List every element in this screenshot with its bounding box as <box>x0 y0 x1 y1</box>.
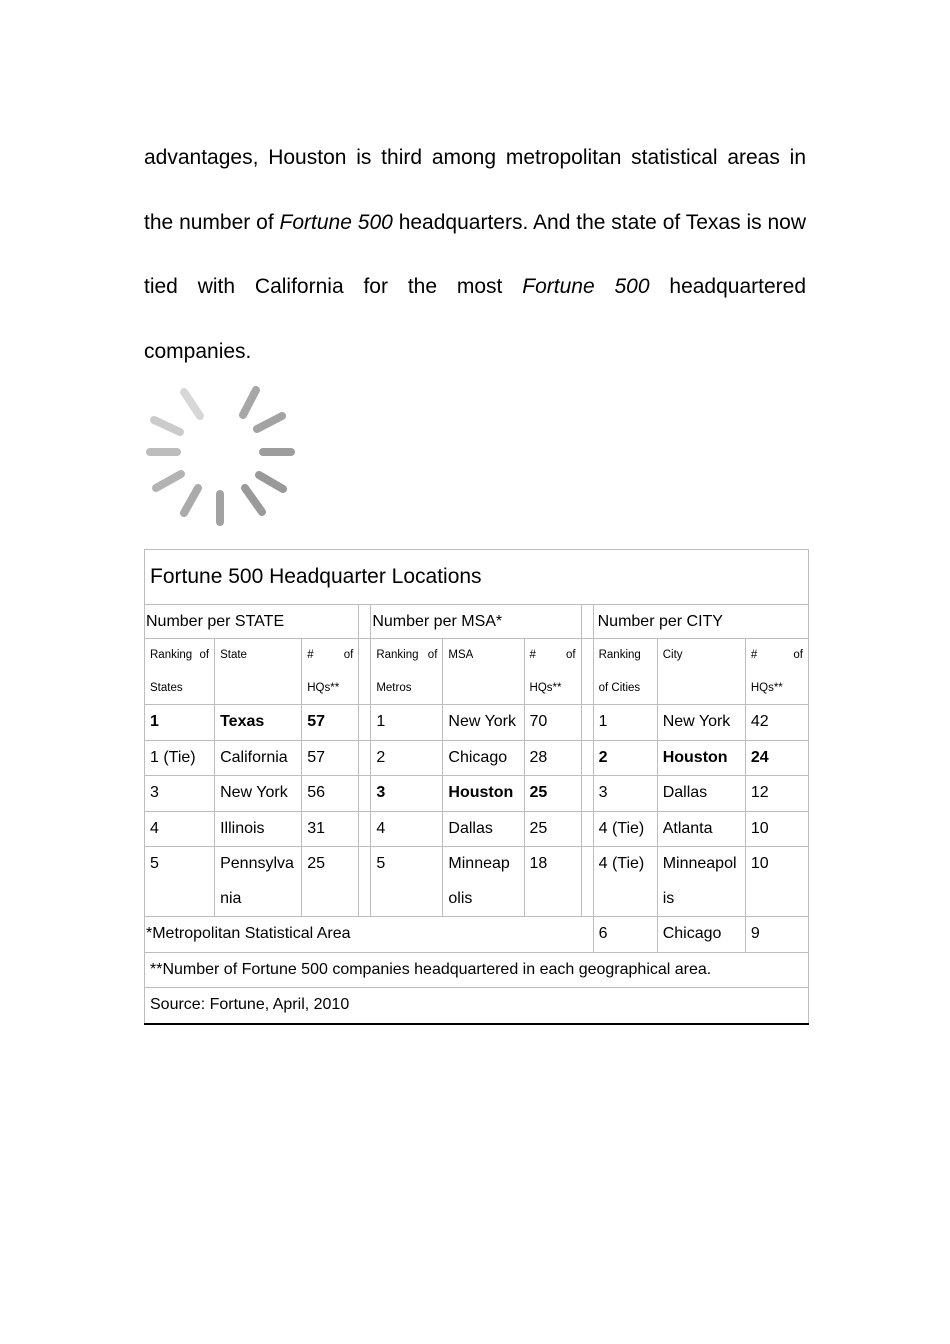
state-hq-cell: 57 <box>302 705 359 741</box>
msa-rank-cell: 2 <box>371 740 443 776</box>
section-header-city: Number per CITY <box>593 605 808 639</box>
table-row <box>145 776 809 812</box>
state-hq-cell: 56 <box>302 776 359 812</box>
column-separator <box>581 811 593 847</box>
column-separator <box>581 639 593 705</box>
state-name-cell: Pennsylvania <box>215 847 302 917</box>
paragraph-text: headquarters. And the state of Texas is now tied with California for the most <box>144 210 807 298</box>
state-rank-cell: 1 <box>145 705 215 741</box>
msa-name-cell: Houston <box>443 776 524 812</box>
section-header-state: Number per STATE <box>145 605 359 639</box>
column-separator <box>359 605 371 639</box>
city-rank-cell: 2 <box>593 740 657 776</box>
column-separator <box>581 605 593 639</box>
table-row <box>145 740 809 776</box>
table-row <box>145 705 809 741</box>
msa-note: *Metropolitan Statistical Area <box>145 917 594 953</box>
state-hq-cell: 25 <box>302 847 359 917</box>
msa-rank-cell: 3 <box>371 776 443 812</box>
city-name-cell: Atlanta <box>657 811 745 847</box>
state-rank-cell: 1 (Tie) <box>145 740 215 776</box>
msa-hq-cell: 25 <box>524 776 581 812</box>
state-name-cell: California <box>215 740 302 776</box>
city-name-cell: Minneapolis <box>657 847 745 917</box>
table-row <box>145 847 809 917</box>
paragraph-italic: Fortune 500 <box>522 275 650 298</box>
table-row <box>145 988 809 1024</box>
msa-rank-cell: 5 <box>371 847 443 917</box>
city-name-cell: Chicago <box>657 917 745 953</box>
column-header-state-ranking: Ranking of States <box>145 639 215 705</box>
msa-name-cell: Dallas <box>443 811 524 847</box>
paragraph-text: advantages, Houston is third among metropolitan statistical areas in the number of <box>144 146 806 234</box>
city-name-cell: Houston <box>657 740 745 776</box>
state-hq-cell: 57 <box>302 740 359 776</box>
column-header-state: State <box>215 639 302 705</box>
column-header-city-ranking: Ranking of Cities <box>593 639 657 705</box>
msa-rank-cell: 4 <box>371 811 443 847</box>
column-header-msa: MSA <box>443 639 524 705</box>
city-hq-cell: 9 <box>745 917 808 953</box>
column-separator <box>359 811 371 847</box>
hq-locations-table <box>144 549 809 1025</box>
column-separator <box>359 639 371 705</box>
column-separator <box>581 740 593 776</box>
loading-spinner-icon <box>144 383 296 529</box>
state-rank-cell: 4 <box>145 811 215 847</box>
city-hq-cell: 12 <box>745 776 808 812</box>
state-rank-cell: 5 <box>145 847 215 917</box>
city-hq-cell: 10 <box>745 847 808 917</box>
table-row <box>145 952 809 988</box>
city-hq-cell: 10 <box>745 811 808 847</box>
msa-name-cell: New York <box>443 705 524 741</box>
msa-name-cell: Chicago <box>443 740 524 776</box>
state-hq-cell: 31 <box>302 811 359 847</box>
msa-rank-cell: 1 <box>371 705 443 741</box>
city-name-cell: Dallas <box>657 776 745 812</box>
msa-name-cell: Minneapolis <box>443 847 524 917</box>
hq-footnote: **Number of Fortune 500 companies headquartered in each geographical area. <box>145 952 809 988</box>
column-separator <box>581 776 593 812</box>
column-header-state-hqs: # of HQs** <box>302 639 359 705</box>
state-name-cell: Illinois <box>215 811 302 847</box>
body-paragraph <box>144 126 806 384</box>
section-header-msa: Number per MSA* <box>371 605 581 639</box>
source-note: Source: Fortune, April, 2010 <box>145 988 809 1024</box>
city-rank-cell: 6 <box>593 917 657 953</box>
column-separator <box>581 847 593 917</box>
state-rank-cell: 3 <box>145 776 215 812</box>
msa-hq-cell: 28 <box>524 740 581 776</box>
column-separator <box>359 705 371 741</box>
column-header-msa-hqs: # of HQs** <box>524 639 581 705</box>
paragraph-text: headquartered companies. <box>144 275 806 363</box>
column-separator <box>581 705 593 741</box>
paragraph-italic: Fortune 500 <box>279 210 393 234</box>
msa-hq-cell: 18 <box>524 847 581 917</box>
city-rank-cell: 4 (Tie) <box>593 847 657 917</box>
column-separator <box>359 847 371 917</box>
state-name-cell: Texas <box>215 705 302 741</box>
column-separator <box>359 740 371 776</box>
column-separator <box>359 776 371 812</box>
city-rank-cell: 1 <box>593 705 657 741</box>
column-header-msa-ranking: Ranking of Metros <box>371 639 443 705</box>
city-hq-cell: 42 <box>745 705 808 741</box>
column-header-city: City <box>657 639 745 705</box>
column-header-city-hqs: # of HQs** <box>745 639 808 705</box>
city-rank-cell: 3 <box>593 776 657 812</box>
msa-hq-cell: 70 <box>524 705 581 741</box>
state-name-cell: New York <box>215 776 302 812</box>
city-rank-cell: 4 (Tie) <box>593 811 657 847</box>
city-name-cell: New York <box>657 705 745 741</box>
msa-hq-cell: 25 <box>524 811 581 847</box>
table-title: Fortune 500 Headquarter Locations <box>145 550 809 605</box>
table-row <box>145 811 809 847</box>
city-hq-cell: 24 <box>745 740 808 776</box>
table-row <box>145 917 809 953</box>
